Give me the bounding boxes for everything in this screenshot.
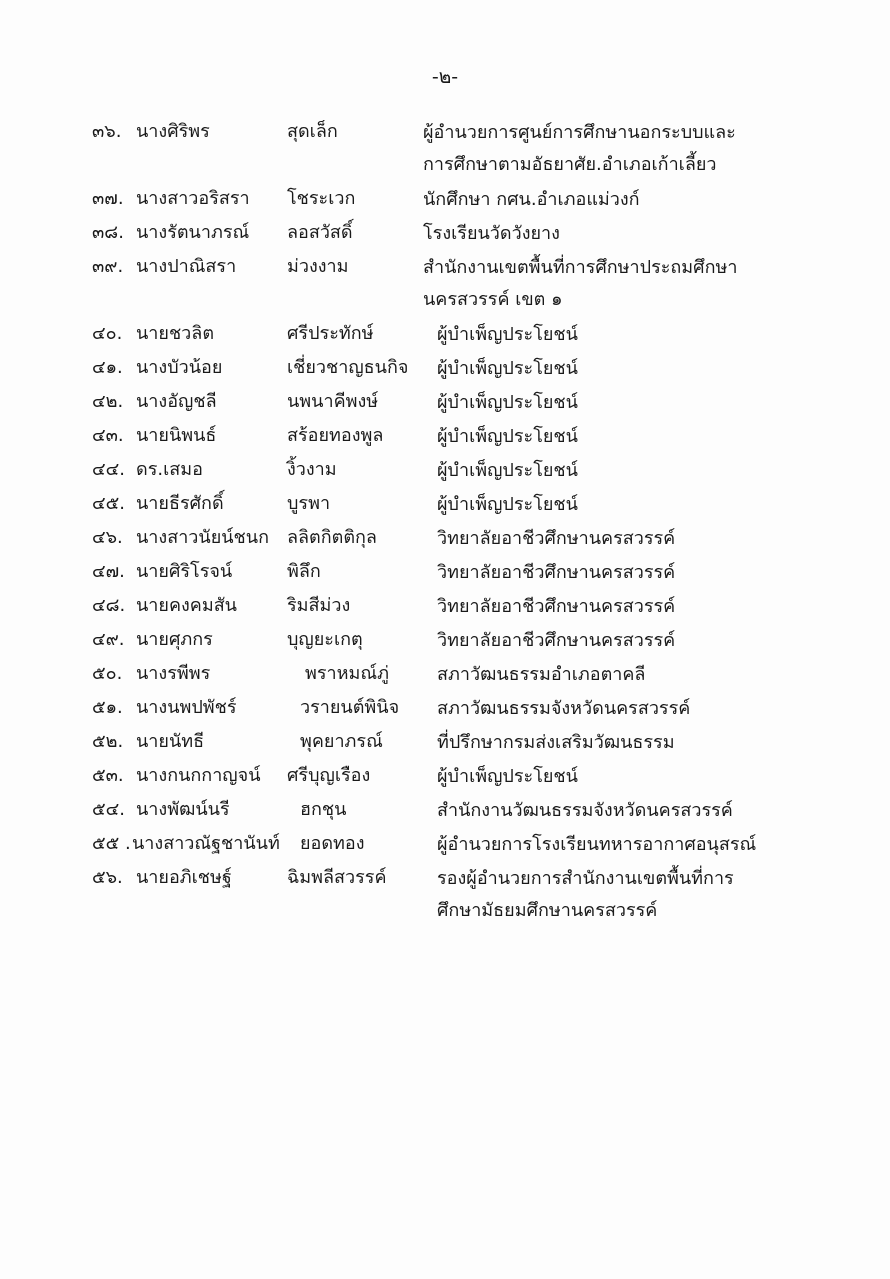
item-name: นายธีรศักดิ์ (136, 493, 224, 514)
item-name: นางนพปพัชร์ (136, 697, 237, 718)
list-item (0, 829, 890, 863)
item-position: วิทยาลัยอาชีวศึกษานครสวรรค์ (437, 630, 676, 651)
item-number: ๓๘. (92, 222, 124, 243)
item-name: ดร.เสมอ (136, 459, 203, 480)
item-number: ๕๐. (92, 663, 123, 684)
list-item (0, 557, 890, 591)
item-position: ผู้บำเพ็ญประโยชน์ (437, 324, 578, 345)
item-number: ๔๕. (92, 493, 125, 514)
item-name: นางพัฒน์นรี (136, 799, 230, 820)
list-item (0, 252, 890, 319)
item-position: รองผู้อำนวยการสำนักงานเขตพื้นที่การศึกษามัธยมศึกษานครสวรรค์ (437, 868, 734, 921)
list-item (0, 659, 890, 693)
item-surname: ศรีประทักษ์ (287, 323, 374, 344)
item-surname: พราหมณ์ภู่ (305, 663, 389, 684)
item-name: นายชวลิต (136, 323, 215, 344)
item-name: นายนัทธี (136, 731, 205, 752)
list-item (0, 795, 890, 829)
item-surname: เชี่ยวชาญธนกิจ (287, 357, 409, 378)
item-surname: วรายนต์พินิจ (300, 697, 400, 718)
item-surname: ยอดทอง (300, 833, 365, 854)
list-item (0, 761, 890, 795)
list-item (0, 421, 890, 455)
list-item (0, 863, 890, 930)
item-name: นายศุภกร (136, 629, 213, 650)
item-name: นางสาวนัยน์ชนก (136, 527, 269, 548)
page-number: -๒- (431, 66, 459, 88)
item-number: ๔๓. (92, 425, 124, 446)
item-surname: ฮกชุน (300, 799, 347, 820)
item-number: ๔๒. (92, 391, 124, 412)
item-surname: บุญยะเกตุ (287, 629, 363, 650)
item-number: ๔๗. (92, 561, 125, 582)
item-surname: ศรีบุญเรือง (287, 765, 371, 786)
item-name: นายคงคมสัน (136, 595, 237, 616)
item-position: ผู้บำเพ็ญประโยชน์ (437, 460, 578, 481)
item-position: สภาวัฒนธรรมจังหวัดนครสวรรค์ (437, 698, 691, 719)
item-surname: สุดเล็ก (287, 121, 338, 142)
item-surname: สร้อยทองพูล (287, 425, 384, 446)
item-name: นางบัวน้อย (136, 357, 223, 378)
list-item (0, 489, 890, 523)
item-surname: นพนาคีพงษ์ (287, 391, 379, 412)
item-position: สำนักงานเขตพื้นที่การศึกษาประถมศึกษานครสวรรค์ เขต ๑ (423, 257, 738, 310)
list-item (0, 353, 890, 387)
item-position: ผู้อำนวยการโรงเรียนทหารอากาศอนุสรณ์ (437, 834, 757, 855)
item-position: วิทยาลัยอาชีวศึกษานครสวรรค์ (437, 562, 676, 583)
list-item (0, 523, 890, 557)
item-number: ๔๐. (92, 323, 123, 344)
name-list (0, 117, 890, 930)
item-name: นางสาวอริสรา (136, 188, 250, 209)
item-surname: พิลึก (287, 561, 321, 582)
list-item (0, 625, 890, 659)
item-name: นางสาวณัฐชานันท์ (132, 833, 280, 854)
item-surname: โชระเวก (287, 188, 356, 209)
item-number: ๕๓. (92, 765, 124, 786)
item-surname: ลอสวัสดิ์ (287, 222, 353, 243)
item-position: ผู้บำเพ็ญประโยชน์ (437, 392, 578, 413)
item-position: ผู้อำนวยการศูนย์การศึกษานอกระบบและการศึกษาตามอัธยาศัย.อำเภอเก้าเลี้ยว (423, 122, 736, 175)
list-item (0, 693, 890, 727)
item-surname: ม่วงงาม (287, 256, 349, 277)
item-number: ๓๗. (92, 188, 124, 209)
list-item (0, 455, 890, 489)
list-item (0, 727, 890, 761)
item-number: ๔๔. (92, 459, 125, 480)
item-name: นางรพีพร (136, 663, 211, 684)
item-position: นักศึกษา กศน.อำเภอแม่วงก์ (423, 189, 640, 210)
item-position: ผู้บำเพ็ญประโยชน์ (437, 766, 578, 787)
item-surname: พุคยาภรณ์ (300, 731, 383, 752)
item-number: ๕๔. (92, 799, 125, 820)
item-position: ที่ปรึกษากรมส่งเสริมวัฒนธรรม (437, 732, 675, 753)
item-position: สำนักงานวัฒนธรรมจังหวัดนครสวรรค์ (437, 800, 733, 821)
list-item (0, 591, 890, 625)
item-surname: งิ้วงาม (287, 459, 337, 480)
item-number: ๔๙. (92, 629, 125, 650)
list-item (0, 387, 890, 421)
item-name: นายนิพนธ์ (136, 425, 217, 446)
list-item (0, 319, 890, 353)
item-name: นางกนกกาญจน์ (136, 765, 261, 786)
item-position: วิทยาลัยอาชีวศึกษานครสวรรค์ (437, 596, 676, 617)
item-number: ๕๒. (92, 731, 124, 752)
item-name: นางศิริพร (136, 121, 210, 142)
item-name: นางรัตนาภรณ์ (136, 222, 250, 243)
item-position: โรงเรียนวัดวังยาง (423, 223, 560, 244)
item-number: ๔๖. (92, 527, 123, 548)
item-position: วิทยาลัยอาชีวศึกษานครสวรรค์ (437, 528, 676, 549)
item-surname: ริมสีม่วง (287, 595, 351, 616)
item-number: ๕๖. (92, 867, 123, 888)
item-number: ๓๙. (92, 256, 124, 277)
item-position: ผู้บำเพ็ญประโยชน์ (437, 494, 578, 515)
item-number: ๔๘. (92, 595, 126, 616)
item-number: ๔๑. (92, 357, 123, 378)
list-item (0, 117, 890, 184)
item-surname: บูรพา (287, 493, 331, 514)
item-number: ๕๕ . (92, 833, 131, 854)
item-position: สภาวัฒนธรรมอำเภอตาคลี (437, 664, 646, 685)
item-name: นายศิริโรจน์ (136, 561, 233, 582)
item-name: นายอภิเชษฐ์ (136, 867, 232, 888)
item-name: นางปาณิสรา (136, 256, 237, 277)
item-position: ผู้บำเพ็ญประโยชน์ (437, 426, 578, 447)
item-name: นางอัญชลี (136, 391, 217, 412)
item-position: ผู้บำเพ็ญประโยชน์ (437, 358, 578, 379)
item-surname: ฉิมพลีสวรรค์ (287, 867, 387, 888)
list-item (0, 218, 890, 252)
item-number: ๕๑. (92, 697, 123, 718)
list-item (0, 184, 890, 218)
item-surname: ลลิตกิตติกุล (287, 527, 377, 548)
item-number: ๓๖. (92, 121, 122, 142)
